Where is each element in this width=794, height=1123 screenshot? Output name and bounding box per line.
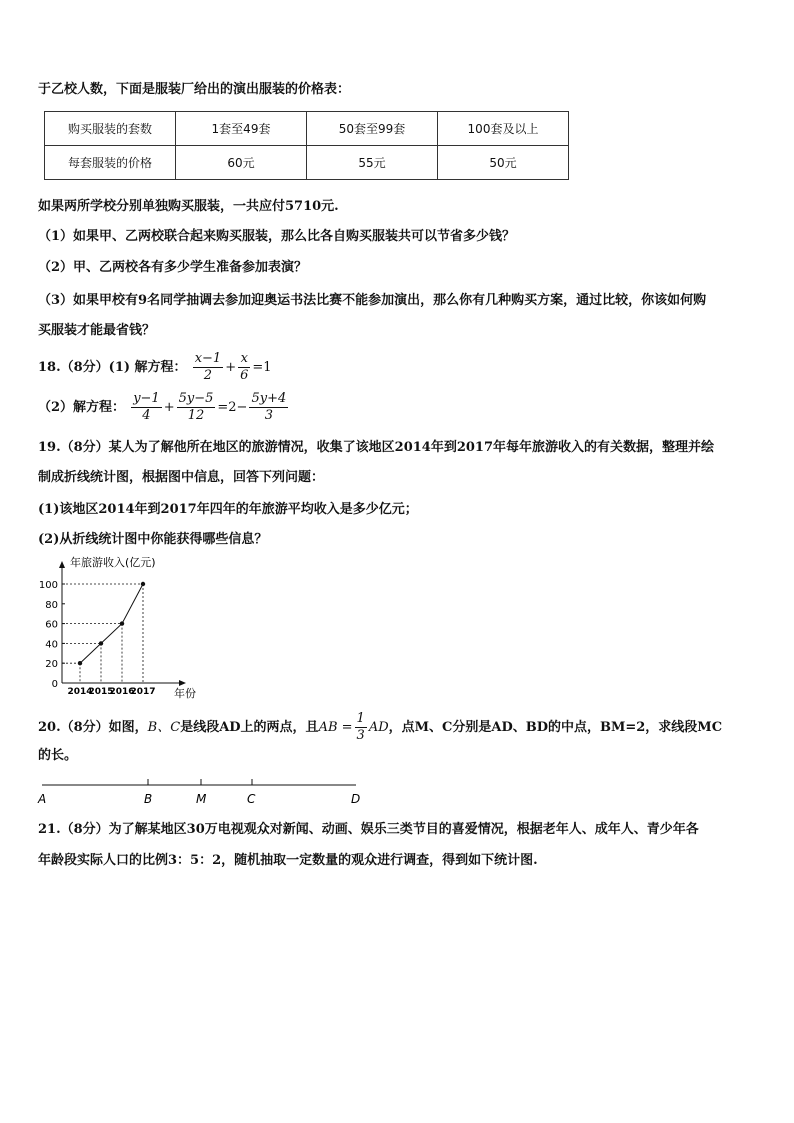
q21-line1: 21.（8分）为了解某地区30万电视观众对新闻、动画、娱乐三类节目的喜爱情况，根据老年人、成年人、青少年各 xyxy=(38,822,699,837)
q18-prefix: 18.（8分）(1) 解方程： xyxy=(38,360,187,375)
y-tick-label: 80 xyxy=(45,599,58,611)
table-cell: 50套至99套 xyxy=(307,112,438,146)
x-tick-label: 2014 xyxy=(67,687,93,697)
label-d: D xyxy=(351,792,361,806)
y-tick-label: 100 xyxy=(38,580,58,591)
equation-mid: =2− xyxy=(217,400,248,415)
q20-line2: 的长。 xyxy=(38,748,78,763)
label-b: B xyxy=(144,792,153,806)
table-row xyxy=(45,146,569,180)
y-tick-label: 20 xyxy=(45,659,58,671)
q19-line1: 19.（8分）某人为了解他所在地区的旅游情况，收集了该地区2014年到2017年每年旅游收入的有关数据，整理并绘 xyxy=(38,440,715,455)
q18-line2 xyxy=(38,388,290,428)
q21-line2: 年龄段实际人口的比例3：5：2，随机抽取一定数量的观众进行调查，得到如下统计图. xyxy=(38,853,538,868)
q19-line2: 制成折线统计图，根据图中信息，回答下列问题： xyxy=(38,470,325,485)
operator: + xyxy=(163,400,175,415)
q17-part2: （2）甲、乙两校各有多少学生准备参加表演？ xyxy=(38,260,308,275)
x-axis-label: 年份 xyxy=(174,687,196,700)
x-tick-label: 2015 xyxy=(88,687,114,697)
q17-part1: （1）如果甲、乙两校联合起来购买服装，那么比各自购买服装共可以节省多少钱？ xyxy=(38,229,516,244)
table-cell: 每套服装的价格 xyxy=(45,146,176,180)
fraction: $\frac{5y-5}{12}$ xyxy=(178,391,214,423)
data-point xyxy=(99,641,103,645)
table-cell: 60元 xyxy=(176,146,307,180)
y-tick-label: 0 xyxy=(51,679,58,690)
equation-rhs: =1 xyxy=(252,360,272,375)
y-axis-label: 年旅游收入(亿元) xyxy=(70,556,156,569)
q17-statement: 如果两所学校分别单独购买服装，一共应付5710元. xyxy=(38,199,339,214)
line-chart xyxy=(30,552,200,702)
q18-part2-prefix: （2）解方程： xyxy=(38,400,126,415)
data-point xyxy=(141,582,145,586)
label-a: A xyxy=(38,792,47,806)
q20-suffix: ，点M、C分别是AD、BD的中点，BM=2，求线段MC xyxy=(388,720,723,735)
fraction: $\frac{1}{3}$ xyxy=(356,711,365,743)
x-tick-label: 2016 xyxy=(109,687,135,697)
x-tick-label: 2017 xyxy=(130,687,156,697)
table-cell: 购买服装的套数 xyxy=(45,112,176,146)
table-cell: 50元 xyxy=(438,146,569,180)
q20-prefix: 20.（8分）如图， xyxy=(38,720,148,735)
fraction: $\frac{y-1}{4}$ xyxy=(133,391,160,423)
q18-line1 xyxy=(38,348,272,388)
table-cell: 1套至49套 xyxy=(176,112,307,146)
q20-mid: 是线段AD上的两点，且 xyxy=(180,720,319,735)
fraction: $\frac{x}{6}$ xyxy=(240,351,249,383)
q20-eq-lhs: AB = xyxy=(318,720,353,735)
y-tick-label: 60 xyxy=(45,619,58,631)
q19-part2: (2)从折线统计图中你能获得哪些信息？ xyxy=(38,532,268,547)
intro-line: 于乙校人数，下面是服装厂给出的演出服装的价格表： xyxy=(38,82,351,97)
label-m: M xyxy=(196,792,207,806)
data-point xyxy=(78,661,82,665)
q20-line1 xyxy=(38,708,722,748)
q17-part3-line2: 买服装才能最省钱？ xyxy=(38,323,156,338)
q20-eq-rhs: AD xyxy=(368,720,389,735)
table-cell: 55元 xyxy=(307,146,438,180)
data-point xyxy=(120,621,124,625)
segment-diagram xyxy=(30,775,370,811)
price-table xyxy=(44,111,569,180)
label-c: C xyxy=(247,792,256,806)
y-tick-label: 40 xyxy=(45,639,58,651)
x-axis-arrow xyxy=(179,680,186,686)
operator: + xyxy=(225,360,237,375)
y-axis-arrow xyxy=(59,561,65,568)
q20-points: B、C xyxy=(147,720,181,735)
fraction: $\frac{x-1}{2}$ xyxy=(194,351,222,383)
table-row xyxy=(45,112,569,146)
fraction: $\frac{5y+4}{3}$ xyxy=(251,391,287,423)
q19-part1: (1)该地区2014年到2017年四年的年旅游平均收入是多少亿元； xyxy=(38,502,418,517)
q17-part3-line1: （3）如果甲校有9名同学抽调去参加迎奥运书法比赛不能参加演出，那么你有几种购买方案，通过比较，你该如何购 xyxy=(38,293,707,308)
table-cell: 100套及以上 xyxy=(438,112,569,146)
